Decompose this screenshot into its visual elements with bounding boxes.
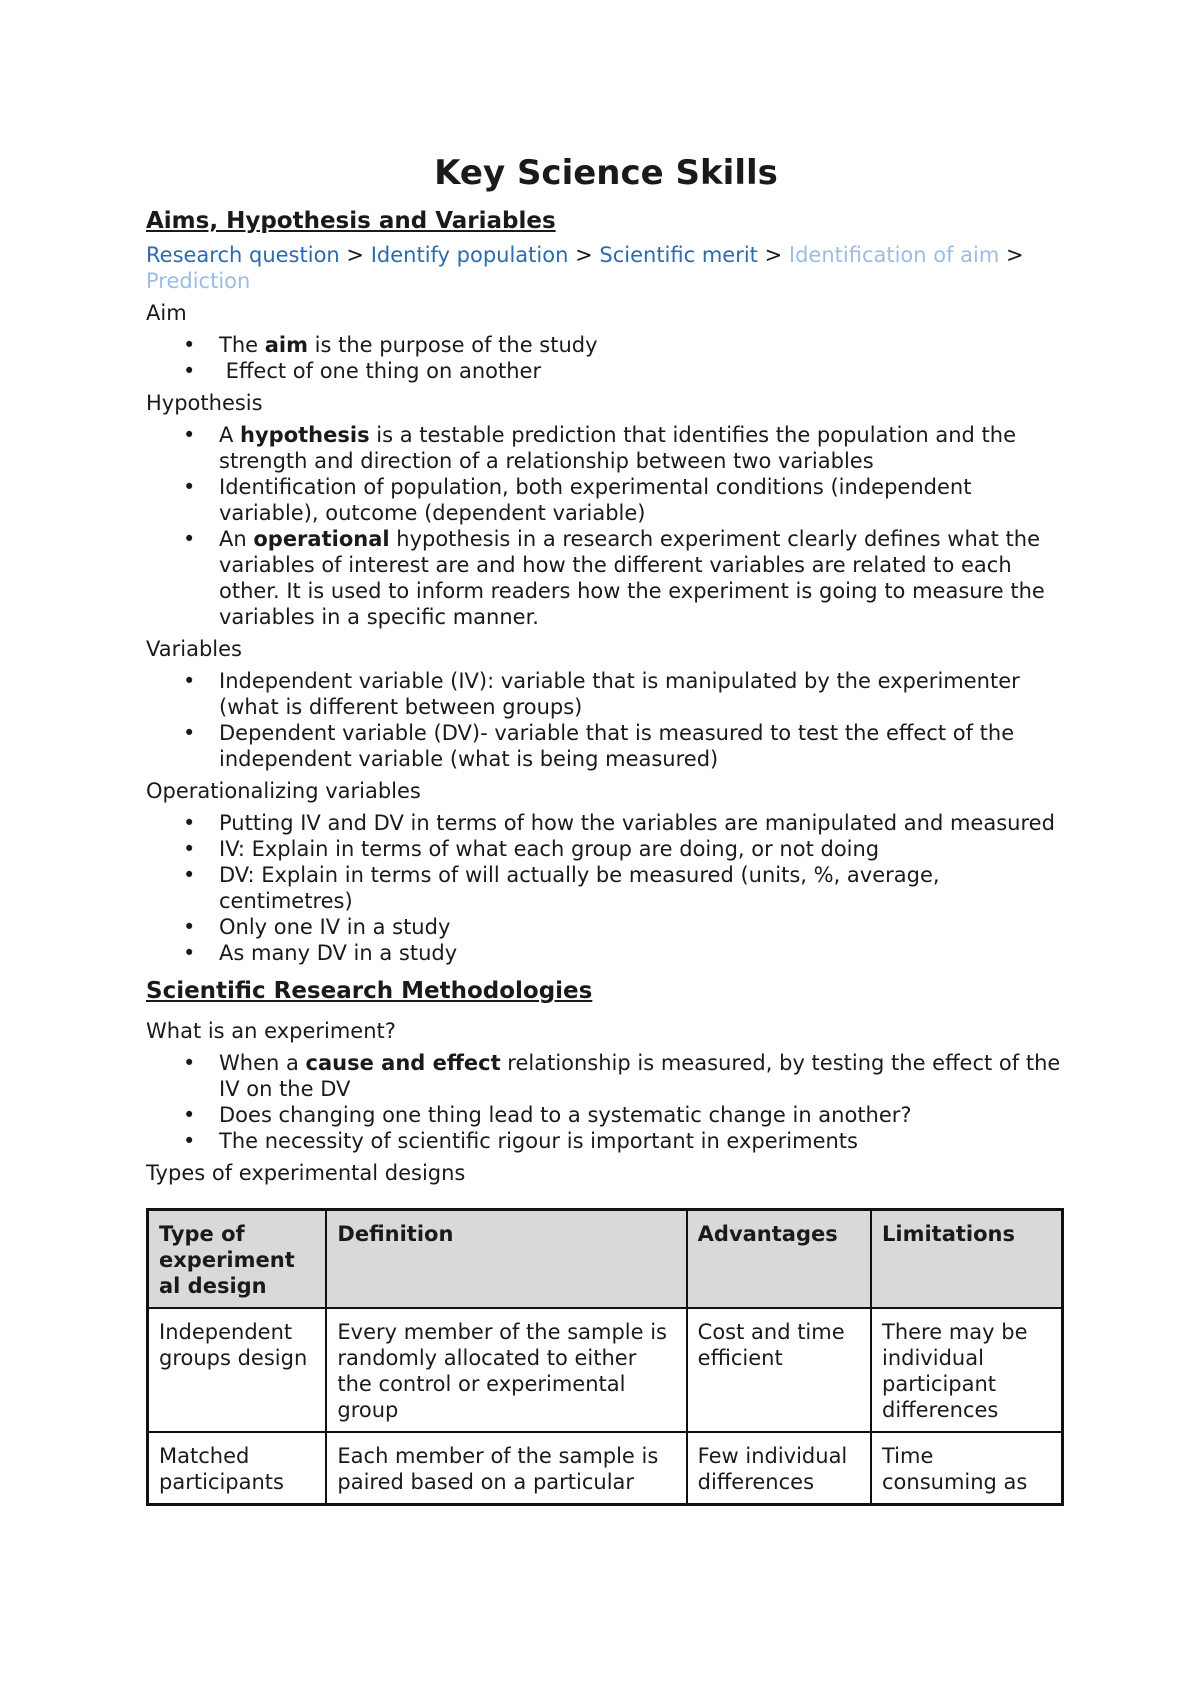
operationalizing-label: Operationalizing variables (146, 779, 421, 803)
list-item: • When a cause and effect relationship is measured, by testing the effect of the IV on the DV (219, 1050, 1066, 1102)
list-item: • Does changing one thing lead to a systematic change in another? (219, 1102, 1066, 1128)
list-item: • Independent variable (IV): variable that is manipulated by the experimenter (what is different between groups) (219, 668, 1066, 720)
experimental-designs-table (146, 1208, 1064, 1506)
list-item: • IV: Explain in terms of what each group are doing, or not doing (219, 836, 1066, 862)
table-cell: Each member of the sample is paired based on a particular (326, 1432, 686, 1505)
table-header-cell: Limitations (871, 1210, 1063, 1309)
flow-step-prediction: Prediction (146, 269, 251, 293)
list-item: • DV: Explain in terms of will actually be measured (units, %, average, centimetres) (219, 862, 1066, 914)
table-cell: Every member of the sample is randomly allocated to either the control or experimental group (326, 1308, 686, 1432)
experiment-list (146, 1050, 1066, 1154)
aim-list (146, 332, 1066, 384)
table-row (148, 1308, 1063, 1432)
list-item: • An operational hypothesis in a research experiment clearly defines what the variables of interest are and how the different variables are related to each other. It is used to inform readers how the experiment is going to measure the variables in a specific manner. (219, 526, 1066, 630)
aim-label: Aim (146, 301, 187, 325)
table-row (148, 1432, 1063, 1505)
table-cell: Few individual differences (687, 1432, 871, 1505)
flow-separator: > (346, 243, 371, 267)
flow-step-research-question: Research question (146, 243, 340, 267)
list-item: • The necessity of scientific rigour is important in experiments (219, 1128, 1066, 1154)
hypothesis-list (146, 422, 1066, 630)
list-item: • A hypothesis is a testable prediction that identifies the population and the strength and direction of a relationship between two variables (219, 422, 1066, 474)
flow-separator: > (575, 243, 600, 267)
list-item: • Identification of population, both experimental conditions (independent variable), outcome (dependent variable) (219, 474, 1066, 526)
flow-separator: > (1006, 243, 1024, 267)
designs-label: Types of experimental designs (146, 1161, 466, 1185)
table-header-cell: Type of experiment al design (148, 1210, 327, 1309)
section-heading-methodologies: Scientific Research Methodologies (146, 978, 593, 1004)
operationalizing-list (146, 810, 1066, 966)
experiment-label: What is an experiment? (146, 1019, 396, 1043)
flow-step-scientific-merit: Scientific merit (599, 243, 758, 267)
table-header-cell: Definition (326, 1210, 686, 1309)
list-item: • As many DV in a study (219, 940, 1066, 966)
variables-list (146, 668, 1066, 772)
list-item: • Effect of one thing on another (219, 358, 1066, 384)
hypothesis-label: Hypothesis (146, 391, 263, 415)
document-body (146, 150, 1066, 1506)
variables-label: Variables (146, 637, 242, 661)
flow-step-identify-population: Identify population (370, 243, 569, 267)
list-item: • Dependent variable (DV)- variable that is measured to test the effect of the independent variable (what is being measured) (219, 720, 1066, 772)
table-header-cell: Advantages (687, 1210, 871, 1309)
flow-step-identification-of-aim: Identification of aim (788, 243, 1000, 267)
list-item: • The aim is the purpose of the study (219, 332, 1066, 358)
flow-separator: > (764, 243, 789, 267)
list-item: • Only one IV in a study (219, 914, 1066, 940)
table-header-row (148, 1210, 1063, 1309)
table-cell: Time consuming as (871, 1432, 1063, 1505)
research-flow (146, 242, 1066, 294)
table-cell: There may be individual participant differences (871, 1308, 1063, 1432)
table-cell: Independent groups design (148, 1308, 327, 1432)
section-heading-aims: Aims, Hypothesis and Variables (146, 208, 556, 234)
list-item: • Putting IV and DV in terms of how the variables are manipulated and measured (219, 810, 1066, 836)
table-cell: Cost and time efficient (687, 1308, 871, 1432)
table-cell: Matched participants (148, 1432, 327, 1505)
page-title: Key Science Skills (434, 153, 778, 193)
